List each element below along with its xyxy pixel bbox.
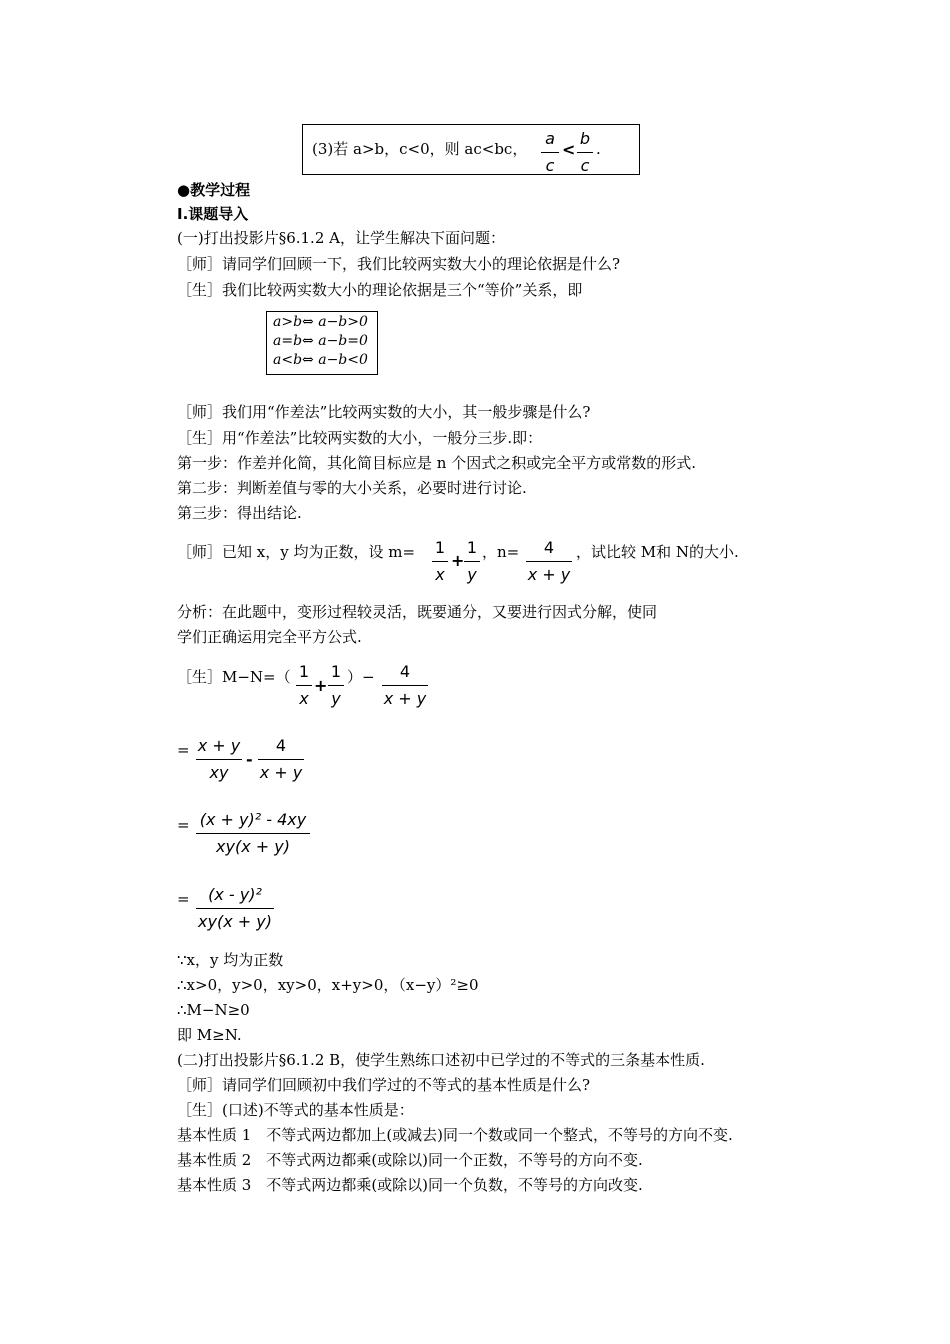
step1-equals: =: [177, 741, 190, 759]
conclusion-line: 即 M≥N.: [177, 1026, 242, 1044]
fraction-a-over-c: a c: [541, 128, 559, 177]
question-prefix: ［师］已知 x，y 均为正数，设 m=: [177, 543, 416, 561]
heading-teaching-process: ●教学过程: [177, 181, 251, 199]
fraction-4-over-x-plus-y: 4 x + y: [527, 538, 571, 584]
basic-property-3: 基本性质 3 不等式两边都乘(或除以)同一个负数，不等号的方向改变.: [177, 1176, 643, 1194]
solution-prefix: ［生］M−N=（: [177, 668, 291, 686]
line-teacher-q2: ［师］我们用“作差法”比较两实数的大小，其一般步骤是什么?: [177, 403, 591, 421]
line-step-3: 第三步：得出结论.: [177, 504, 302, 522]
solution-fraction-1-over-x: 1 x: [296, 661, 312, 710]
step1-minus: -: [246, 750, 253, 769]
line-teacher-q1: ［师］请同学们回顾一下，我们比较两实数大小的理论依据是什么?: [177, 255, 621, 273]
line-teacher-q3: ［师］请同学们回顾初中我们学过的不等式的基本性质是什么?: [177, 1076, 591, 1094]
fraction-1-over-y: 1 y: [464, 537, 480, 586]
basic-property-1: 基本性质 1 不等式两边都加上(或减去)同一个数或同一个整式，不等号的方向不变.: [177, 1126, 733, 1144]
property-3-text: (3)若 a>b，c<0，则 ac<bc，: [312, 140, 528, 158]
because-line: ∵x，y 均为正数: [177, 951, 284, 969]
step1-fraction-1: x + y xy: [197, 736, 241, 782]
line-projection-a: (一)打出投影片§6.1.2 A，让学生解决下面问题：: [177, 229, 505, 247]
basic-property-2: 基本性质 2 不等式两边都乘(或除以)同一个正数，不等号的方向不变.: [177, 1151, 643, 1169]
question-suffix: ，试比较 M和 N的大小.: [576, 543, 739, 561]
solution-fraction-4-over-x-plus-y: 4 x + y: [383, 662, 427, 708]
step2-fraction: (x + y)² - 4xy xy(x + y): [196, 809, 310, 858]
solution-plus-sign: +: [314, 676, 328, 695]
heading-introduction: Ⅰ.课题导入: [177, 205, 249, 223]
relation-less: a<b⇔ a−b<0: [273, 352, 368, 368]
line-student-a2: ［生］用“作差法”比较两实数的大小，一般分三步.即：: [177, 429, 543, 447]
line-step-2: 第二步：判断差值与零的大小关系，必要时进行讨论.: [177, 479, 527, 497]
line-step-1: 第一步：作差并化简，其化简目标应是 n 个因式之积或完全平方或常数的形式.: [177, 454, 696, 472]
period: .: [596, 140, 601, 158]
analysis-line-1: 分析：在此题中，变形过程较灵活，既要通分，又要进行因式分解，使同: [177, 603, 658, 621]
plus-sign: +: [451, 551, 465, 570]
step1-fraction-2: 4 x + y: [259, 736, 303, 782]
solution-fraction-1-over-y: 1 y: [328, 661, 344, 710]
line-student-a1: ［生］我们比较两实数大小的理论依据是三个“等价”关系，即: [177, 281, 583, 299]
line-student-a3: ［生］(口述)不等式的基本性质是：: [177, 1101, 414, 1119]
analysis-line-2: 学们正确运用完全平方公式.: [177, 628, 362, 646]
line-projection-b: (二)打出投影片§6.1.2 B，使学生熟练口述初中已学过的不等式的三条基本性质.: [177, 1051, 705, 1069]
step3-fraction: (x - y)² xy(x + y): [196, 884, 274, 933]
fraction-b-over-c: b c: [577, 128, 593, 177]
therefore-line-2: ∴M−N≥0: [177, 1001, 250, 1019]
therefore-line-1: ∴x>0，y>0，xy>0，x+y>0，（x−y）²≥0: [177, 976, 479, 994]
fraction-1-over-x: 1 x: [432, 537, 448, 586]
question-mid: ，n=: [482, 543, 520, 561]
step2-equals: =: [177, 816, 190, 834]
step3-equals: =: [177, 890, 190, 908]
less-than-sign: <: [562, 140, 576, 159]
relation-greater: a>b⇔ a−b>0: [273, 314, 368, 330]
solution-close: ）−: [347, 668, 375, 686]
relation-equal: a=b⇔ a−b=0: [273, 333, 368, 349]
